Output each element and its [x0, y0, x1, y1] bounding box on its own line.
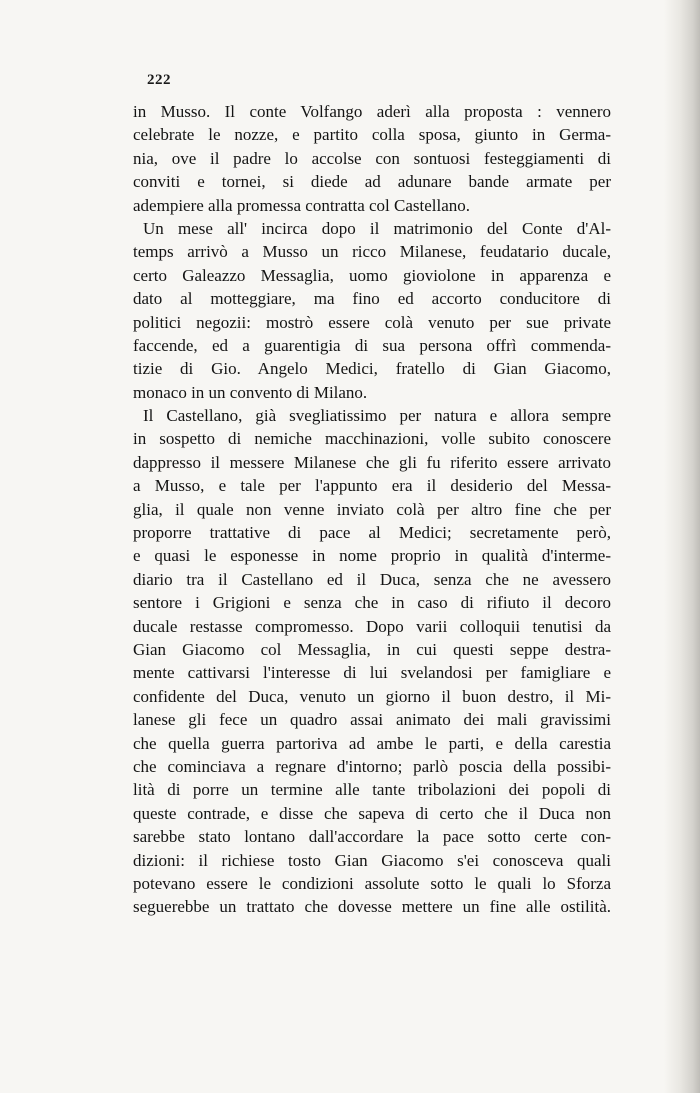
text-line: sentore i Grigioni e senza che in caso di rifiuto il decoro [133, 593, 611, 613]
text-line: temps arrivò a Musso un ricco Milanese, feudatario ducale, [133, 242, 611, 262]
text-line: a Musso, e tale per l'appunto era il desiderio del Messa- [133, 476, 611, 496]
text-line: sarebbe stato lontano dall'accordare la pace sotto certe con- [133, 827, 611, 847]
text-line: lanese gli fece un quadro assai animato dei mali gravissimi [133, 710, 611, 730]
body-text [133, 100, 611, 919]
text-line: nia, ove il padre lo accolse con sontuosi festeggiamenti di [133, 148, 611, 168]
text-line: dizioni: il richiese tosto Gian Giacomo s'ei conosceva quali [133, 850, 611, 870]
text-line: in Musso. Il conte Volfango aderì alla proposta : vennero [133, 102, 611, 121]
paragraph-1 [133, 100, 611, 217]
text-line: politici negozii: mostrò essere colà venuto per sue private [133, 312, 611, 332]
text-line: Il Castellano, già svegliatissimo per natura e allora sempre [143, 406, 611, 426]
text-line: adempiere alla promessa contratta col Castellano. [133, 195, 471, 215]
text-line: confidente del Duca, venuto un giorno il buon destro, il Mi- [133, 686, 611, 706]
text-line: glia, il quale non venne inviato colà per altro fine che per [133, 499, 611, 519]
text-line: mente cattivarsi l'interesse di lui svelandosi per famigliare e [133, 663, 611, 683]
text-line: Gian Giacomo col Messaglia, in cui questi seppe destra- [133, 639, 611, 659]
text-line: e quasi le esponesse in nome proprio in qualità d'interme- [133, 546, 611, 566]
text-line: in sospetto di nemiche macchinazioni, volle subito conoscere [133, 429, 611, 449]
text-line: monaco in un convento di Milano. [133, 382, 368, 402]
text-line: faccende, ed a guarentigia di sua persona offrì commenda- [133, 335, 611, 355]
text-line: tizie di Gio. Angelo Medici, fratello di Gian Giacomo, [133, 359, 611, 379]
paragraph-2 [133, 217, 611, 404]
text-line: ducale restasse compromesso. Dopo varii colloquii tenutisi da [133, 616, 611, 636]
text-line: che quella guerra partoriva ad ambe le parti, e della carestia [133, 733, 611, 753]
text-line: potevano essere le condizioni assolute sotto le quali lo Sforza [133, 873, 611, 893]
text-line: dappresso il messere Milanese che gli fu riferito essere arrivato [133, 452, 611, 472]
text-line: proporre trattative di pace al Medici; secretamente però, [133, 523, 611, 543]
text-line: diario tra il Castellano ed il Duca, senza che ne avessero [133, 569, 611, 589]
text-line: certo Galeazzo Messaglia, uomo gioviolone in apparenza e [133, 265, 611, 285]
text-line: lità di porre un termine alle tante tribolazioni dei popoli di [133, 780, 611, 800]
page-number: 222 [147, 72, 171, 88]
text-line: celebrate le nozze, e partito colla sposa, giunto in Germa- [133, 125, 611, 145]
text-line: conviti e tornei, si diede ad adunare bande armate per [133, 172, 611, 192]
text-line: seguerebbe un trattato che dovesse mettere un fine alle ostilità. [133, 897, 611, 917]
text-line: Un mese all' incirca dopo il matrimonio del Conte d'Al- [143, 218, 611, 238]
text-line: dato al motteggiare, ma fino ed accorto conducitore di [133, 289, 611, 309]
text-line: che cominciava a regnare d'intorno; parlò poscia della possibi- [133, 756, 611, 776]
paragraph-3 [133, 404, 611, 919]
page-edge-shadow [664, 0, 700, 1093]
text-line: queste contrade, e disse che sapeva di certo che il Duca non [133, 803, 611, 823]
